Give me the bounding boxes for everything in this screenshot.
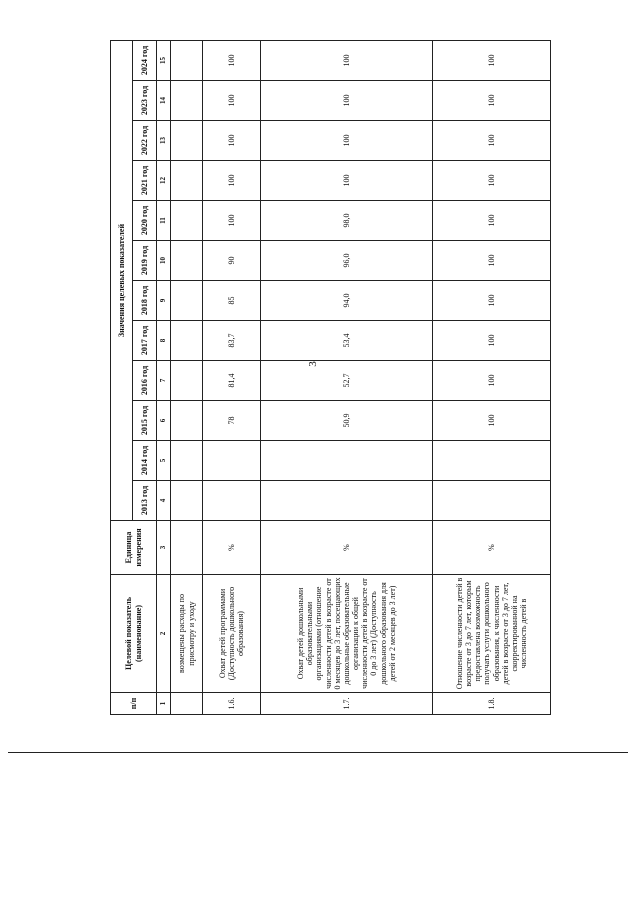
row-value <box>171 321 203 361</box>
column-number: 13 <box>157 121 171 161</box>
row-unit <box>171 521 203 575</box>
row-value: 100 <box>203 81 261 121</box>
row-index <box>171 693 203 715</box>
row-value <box>171 161 203 201</box>
row-value: 100 <box>261 41 433 81</box>
row-value: 100 <box>261 161 433 201</box>
row-value <box>171 41 203 81</box>
numbering-row <box>157 41 171 715</box>
row-unit: % <box>433 521 551 575</box>
row-value <box>171 441 203 481</box>
row-value: 50,9 <box>261 401 433 441</box>
row-value: 96,0 <box>261 241 433 281</box>
row-value: 100 <box>433 201 551 241</box>
row-value: 100 <box>261 121 433 161</box>
row-value: 100 <box>203 201 261 241</box>
column-number: 9 <box>157 281 171 321</box>
page-number: 3 <box>306 361 319 367</box>
row-unit: % <box>203 521 261 575</box>
table-row <box>203 41 261 715</box>
row-value <box>433 441 551 481</box>
table-row <box>433 41 551 715</box>
column-number: 3 <box>157 521 171 575</box>
row-value <box>171 81 203 121</box>
row-value <box>171 281 203 321</box>
row-value: 100 <box>203 161 261 201</box>
row-value <box>171 481 203 521</box>
column-number: 14 <box>157 81 171 121</box>
header-year: 2015 год <box>133 401 157 441</box>
row-value: 100 <box>433 121 551 161</box>
header-year: 2014 год <box>133 441 157 481</box>
row-value: 100 <box>433 241 551 281</box>
row-value: 83,7 <box>203 321 261 361</box>
row-value: 100 <box>433 161 551 201</box>
column-number: 4 <box>157 481 171 521</box>
row-value <box>203 441 261 481</box>
row-index: 1.6. <box>203 693 261 715</box>
row-value: 100 <box>433 321 551 361</box>
row-value <box>433 481 551 521</box>
header-year: 2018 год <box>133 281 157 321</box>
table-container <box>110 40 550 715</box>
row-value: 78 <box>203 401 261 441</box>
column-number: 5 <box>157 441 171 481</box>
row-value <box>171 401 203 441</box>
header-index: п/п <box>111 693 157 715</box>
column-number: 6 <box>157 401 171 441</box>
row-value <box>171 201 203 241</box>
row-name: Отношение численности детей в возрасте от 3 до 7 лет, которым предоставлена возможность получать услуги дошкольного образования, к численности детей в возрасте от 3 до 7 лет, скорректированной на численность детей в <box>433 575 551 693</box>
row-value: 100 <box>433 401 551 441</box>
table-row <box>261 41 433 715</box>
horizontal-rule <box>8 752 628 753</box>
row-value: 100 <box>203 41 261 81</box>
column-number: 10 <box>157 241 171 281</box>
column-number: 7 <box>157 361 171 401</box>
rotated-table <box>110 40 550 715</box>
row-value: 90 <box>203 241 261 281</box>
table-row <box>171 41 203 715</box>
header-year: 2016 год <box>133 361 157 401</box>
row-value: 94,0 <box>261 281 433 321</box>
header-year: 2017 год <box>133 321 157 361</box>
row-value: 81,4 <box>203 361 261 401</box>
row-value: 100 <box>433 361 551 401</box>
row-value: 100 <box>203 121 261 161</box>
row-value <box>203 481 261 521</box>
row-value: 52,7 <box>261 361 433 401</box>
header-year: 2023 год <box>133 81 157 121</box>
header-unit: Единица измерения <box>111 521 157 575</box>
row-value: 85 <box>203 281 261 321</box>
header-year: 2019 год <box>133 241 157 281</box>
row-value: 53,4 <box>261 321 433 361</box>
header-year: 2020 год <box>133 201 157 241</box>
column-number: 15 <box>157 41 171 81</box>
header-year: 2013 год <box>133 481 157 521</box>
column-number: 11 <box>157 201 171 241</box>
header-year: 2024 год <box>133 41 157 81</box>
header-values: Значения целевых показателей <box>111 41 133 521</box>
target-indicators-table <box>110 40 551 715</box>
row-name: возмещены расходы по присмотру и уходу <box>171 575 203 693</box>
column-number: 1 <box>157 693 171 715</box>
row-value: 100 <box>433 81 551 121</box>
row-value <box>261 481 433 521</box>
row-value <box>171 121 203 161</box>
column-number: 8 <box>157 321 171 361</box>
row-value: 100 <box>261 81 433 121</box>
row-value: 100 <box>433 41 551 81</box>
row-value <box>171 241 203 281</box>
row-name: Охват детей дошкольными образовательными организациями (отношение численности детей в возрасте от 0 месяцев до 3 лет, посещающих дошкольные образовательные организации к общей численности детей в возрасте от 0 до 3 лет) (Доступность дошкольного образования для детей от 2 месяцев до 3 лет) <box>261 575 433 693</box>
row-index: 1.8. <box>433 693 551 715</box>
header-year: 2022 год <box>133 121 157 161</box>
row-name: Охват детей программами (Доступность дошкольного образования) <box>203 575 261 693</box>
row-value: 98,0 <box>261 201 433 241</box>
row-value <box>171 361 203 401</box>
column-number: 12 <box>157 161 171 201</box>
row-value: 100 <box>433 281 551 321</box>
header-name: Целевой показатель (наименование) <box>111 575 157 693</box>
header-year: 2021 год <box>133 161 157 201</box>
row-value <box>261 441 433 481</box>
row-unit: % <box>261 521 433 575</box>
column-number: 2 <box>157 575 171 693</box>
row-index: 1.7. <box>261 693 433 715</box>
